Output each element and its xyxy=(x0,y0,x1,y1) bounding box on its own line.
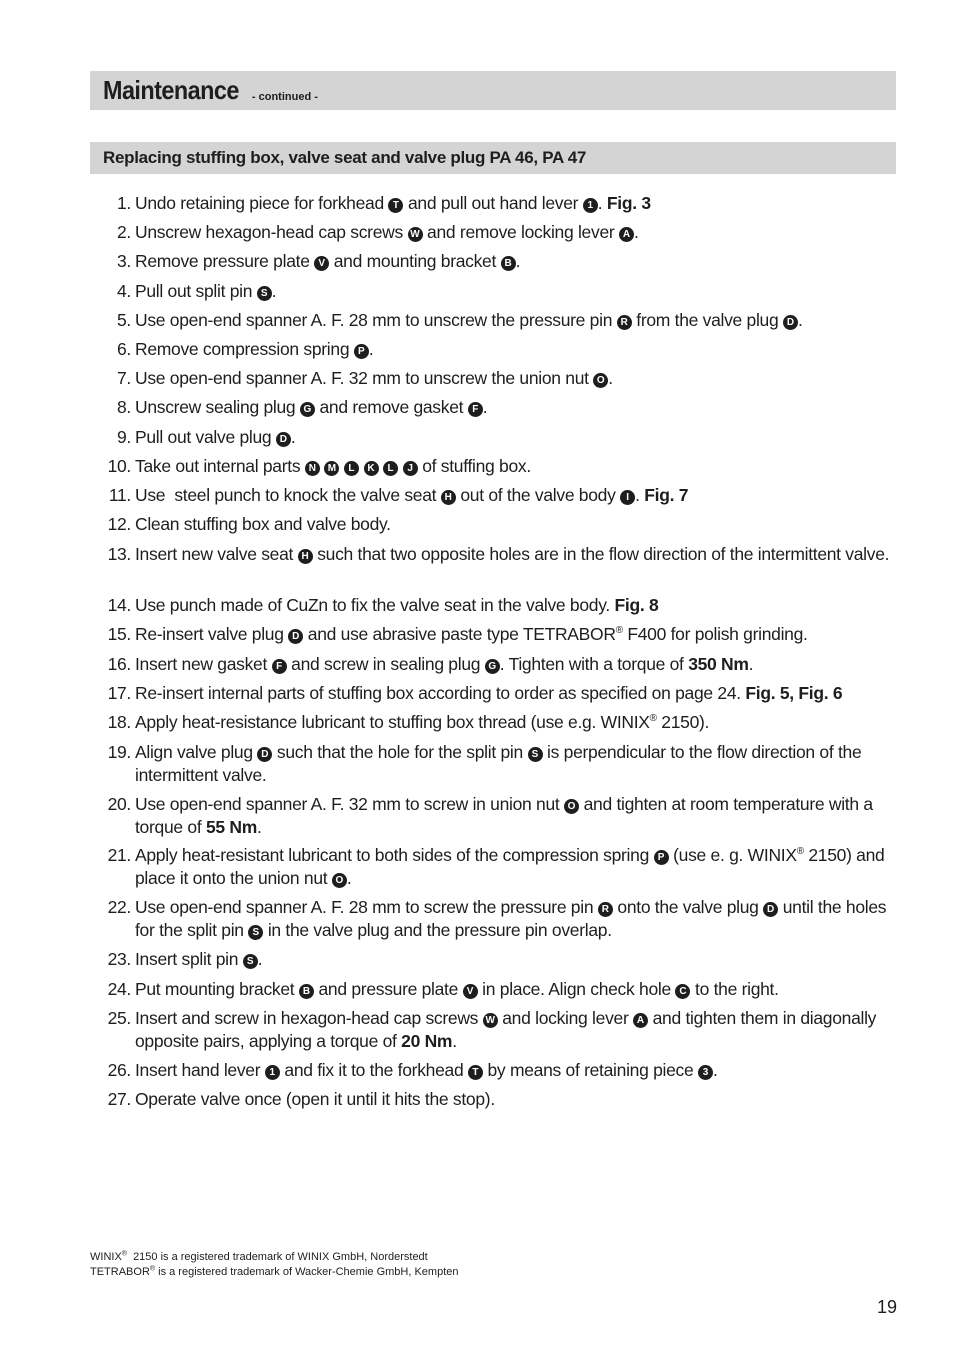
step-text-fragment: Apply heat-resistant lubricant to both sides of the compression spring xyxy=(135,845,654,865)
step-text-fragment: and use abrasive paste type TETRABOR xyxy=(303,624,616,644)
step-number: 18. xyxy=(107,712,131,732)
part-marker-icon: S xyxy=(528,747,543,762)
step-text-fragment: Insert and screw in hexagon-head cap screws xyxy=(135,1008,483,1028)
step-text-fragment: and pressure plate xyxy=(313,979,463,999)
registered-mark: ® xyxy=(615,625,623,637)
step-text-fragment: . xyxy=(633,222,639,242)
step-text xyxy=(135,484,895,507)
step-text-fragment: out of the valve body xyxy=(455,485,621,505)
step-text-fragment: Re-insert valve plug xyxy=(135,624,289,644)
step-text-fragment xyxy=(359,456,364,476)
step-text-fragment: . xyxy=(257,949,263,969)
part-marker-icon: N xyxy=(305,461,320,476)
part-marker-icon: K xyxy=(364,461,379,476)
step-text-fragment: such that two opposite holes are in the flow direction of the intermittent valve. xyxy=(312,544,890,564)
step-text-fragment: and tighten at room temperature with a torque of xyxy=(135,794,878,837)
step-text-fragment: Use punch made of CuZn to fix the valve seat in the valve body. xyxy=(135,595,615,615)
step-number: 2. xyxy=(117,222,131,242)
step-emphasis: 20 Nm xyxy=(401,1031,453,1051)
step-emphasis: Fig. 7 xyxy=(644,485,689,505)
step-number: 15. xyxy=(107,624,131,644)
part-marker-icon: O xyxy=(332,873,347,888)
step-text-fragment: . xyxy=(290,427,296,447)
step-number: 7. xyxy=(117,368,131,388)
page-number: 19 xyxy=(876,1297,897,1317)
step-text-fragment: Use open-end spanner A. F. 28 mm to screw the pressure pin xyxy=(135,897,598,917)
step-text-fragment: in place. Align check hole xyxy=(477,979,676,999)
step-text xyxy=(135,844,895,890)
step-emphasis: 350 Nm xyxy=(688,654,749,674)
step-number: 16. xyxy=(107,654,131,674)
step-text-fragment: of stuffing box. xyxy=(417,456,531,476)
step-number: 23. xyxy=(107,949,131,969)
part-marker-icon: R xyxy=(598,902,613,917)
step-number: 20. xyxy=(107,794,131,814)
step-text-fragment: 2150) and place it onto the union nut xyxy=(135,845,890,888)
step-text-fragment: . xyxy=(368,339,374,359)
part-marker-icon: 1 xyxy=(265,1065,280,1080)
step-text-fragment: Insert new gasket xyxy=(135,654,272,674)
step-number: 14. xyxy=(107,595,131,615)
step-text-fragment: . xyxy=(482,397,488,417)
step-text xyxy=(135,948,895,971)
part-marker-icon: O xyxy=(593,373,608,388)
part-marker-icon: D xyxy=(257,747,272,762)
part-marker-icon: T xyxy=(388,198,403,213)
part-marker-icon: V xyxy=(314,256,329,271)
step-text-fragment: . Tighten with a torque of xyxy=(499,654,689,674)
step-text-fragment: 2150). xyxy=(656,712,710,732)
step-text-fragment: from the valve plug xyxy=(631,310,783,330)
part-marker-icon: A xyxy=(633,1013,648,1028)
step-text-fragment: Use open-end spanner A. F. 32 mm to screw in union nut xyxy=(135,794,565,814)
step-text xyxy=(135,896,895,942)
part-marker-icon: I xyxy=(620,490,635,505)
step-text xyxy=(135,455,895,478)
step-text-fragment: and mounting bracket xyxy=(329,251,501,271)
step-number: 26. xyxy=(107,1060,131,1080)
part-marker-icon: F xyxy=(272,659,287,674)
step-text-fragment: . xyxy=(515,251,521,271)
step-text-fragment: . xyxy=(256,817,262,837)
part-marker-icon: R xyxy=(617,315,632,330)
part-marker-icon: D xyxy=(763,902,778,917)
step-number: 10. xyxy=(107,456,131,476)
step-number: 5. xyxy=(117,310,131,330)
step-text-fragment: . xyxy=(635,485,645,505)
part-marker-icon: S xyxy=(248,925,263,940)
step-text-fragment: . xyxy=(346,868,352,888)
step-text xyxy=(135,543,895,566)
step-text-fragment: Use open-end spanner A. F. 32 mm to unscrew the union nut xyxy=(135,368,594,388)
step-text-fragment: until the holes for the split pin xyxy=(135,897,891,940)
step-text-fragment: Pull out valve plug xyxy=(135,427,276,447)
step-emphasis: 55 Nm xyxy=(205,817,257,837)
part-marker-icon: J xyxy=(403,461,418,476)
part-marker-icon: A xyxy=(619,227,634,242)
step-text xyxy=(135,513,895,536)
step-text-fragment: Unscrew sealing plug xyxy=(135,397,300,417)
footnote-tetrabor: TETRABOR® is a registered trademark of Wacker-Chemie GmbH, Kempten xyxy=(90,1265,459,1278)
step-number: 8. xyxy=(117,397,131,417)
step-text-fragment: Re-insert internal parts of stuffing box according to order as specified on page 24. xyxy=(135,683,746,703)
step-text xyxy=(135,623,895,646)
step-text xyxy=(135,192,895,215)
step-text-fragment: . xyxy=(748,654,754,674)
part-marker-icon: B xyxy=(299,984,314,999)
step-number: 9. xyxy=(117,427,131,447)
step-text-fragment: (use e. g. WINIX xyxy=(668,845,797,865)
step-text xyxy=(135,367,895,390)
step-text xyxy=(135,653,895,676)
part-marker-icon: L xyxy=(344,461,359,476)
step-text-fragment: . xyxy=(797,310,803,330)
step-text xyxy=(135,1007,895,1053)
step-text-fragment: in the valve plug and the pressure pin overlap. xyxy=(263,920,612,940)
part-marker-icon: P xyxy=(654,850,669,865)
step-text-fragment: and fix it to the forkhead xyxy=(279,1060,468,1080)
step-number: 21. xyxy=(107,845,131,865)
step-text-fragment: such that the hole for the split pin xyxy=(272,742,528,762)
step-number: 19. xyxy=(107,742,131,762)
step-text xyxy=(135,221,895,244)
step-text-fragment: Remove pressure plate xyxy=(135,251,315,271)
step-text-fragment: . xyxy=(608,368,613,388)
part-marker-icon: D xyxy=(276,432,291,447)
step-text xyxy=(135,594,895,617)
part-marker-icon: B xyxy=(501,256,516,271)
step-text-fragment: . xyxy=(712,1060,718,1080)
step-text xyxy=(135,426,895,449)
part-marker-icon: 1 xyxy=(583,198,598,213)
step-emphasis: Fig. 3 xyxy=(606,193,651,213)
step-text xyxy=(135,1088,895,1111)
step-text-fragment: by means of retaining piece xyxy=(482,1060,698,1080)
step-number: 22. xyxy=(107,897,131,917)
step-text xyxy=(135,396,895,419)
step-number: 12. xyxy=(107,514,131,534)
step-text-fragment: Operate valve once (open it until it hits the stop). xyxy=(135,1089,495,1109)
step-text-fragment: Undo retaining piece for forkhead xyxy=(135,193,389,213)
step-text-fragment: and screw in sealing plug xyxy=(286,654,485,674)
part-marker-icon: S xyxy=(243,954,258,969)
step-text-fragment: to the right. xyxy=(690,979,779,999)
page-subtitle: - continued - xyxy=(251,90,318,103)
step-number: 13. xyxy=(107,544,131,564)
step-text-fragment: Put mounting bracket xyxy=(135,979,299,999)
step-text xyxy=(135,682,895,705)
registered-mark: ® xyxy=(796,846,804,858)
step-text-fragment: and remove locking lever xyxy=(422,222,619,242)
step-text-fragment: Clean stuffing box and valve body. xyxy=(135,514,391,534)
step-text-fragment: Align valve plug xyxy=(135,742,258,762)
step-text-fragment: . xyxy=(452,1031,457,1051)
step-text xyxy=(135,741,895,787)
step-emphasis: Fig. 8 xyxy=(614,595,659,615)
step-text-fragment: Use steel punch to knock the valve seat xyxy=(135,485,441,505)
step-number: 1. xyxy=(117,193,131,213)
step-text-fragment: and pull out hand lever xyxy=(403,193,583,213)
part-marker-icon: F xyxy=(468,402,483,417)
step-text-fragment: Insert split pin xyxy=(135,949,243,969)
step-text-fragment xyxy=(398,456,403,476)
step-number: 4. xyxy=(117,281,131,301)
step-number: 11. xyxy=(108,485,131,505)
step-text-fragment: . xyxy=(271,281,277,301)
part-marker-icon: P xyxy=(354,344,369,359)
step-text xyxy=(135,711,895,734)
step-text xyxy=(135,793,895,839)
footnotes xyxy=(90,1250,459,1280)
part-marker-icon: G xyxy=(300,402,315,417)
step-number: 3. xyxy=(117,251,131,271)
part-marker-icon: H xyxy=(441,490,456,505)
part-marker-icon: W xyxy=(483,1013,498,1028)
step-text xyxy=(135,309,895,332)
step-text-fragment: Unscrew hexagon-head cap screws xyxy=(135,222,408,242)
step-number: 27. xyxy=(107,1089,131,1109)
step-emphasis: Fig. 5, Fig. 6 xyxy=(745,683,843,703)
step-text xyxy=(135,250,895,273)
step-text-fragment: Insert hand lever xyxy=(135,1060,265,1080)
part-marker-icon: C xyxy=(675,984,690,999)
part-marker-icon: 3 xyxy=(698,1065,713,1080)
step-number: 24. xyxy=(107,979,131,999)
part-marker-icon: W xyxy=(408,227,423,242)
page-title: Maintenance xyxy=(103,75,239,105)
step-text-fragment: onto the valve plug xyxy=(612,897,764,917)
part-marker-icon: S xyxy=(257,286,272,301)
registered-mark: ® xyxy=(649,713,657,725)
step-text-fragment: Remove compression spring xyxy=(135,339,354,359)
step-text-fragment: Apply heat-resistance lubricant to stuffing box thread (use e.g. WINIX xyxy=(135,712,650,732)
part-marker-icon: L xyxy=(383,461,398,476)
part-marker-icon: T xyxy=(468,1065,483,1080)
step-text-fragment: Use open-end spanner A. F. 28 mm to unscrew the pressure pin xyxy=(135,310,617,330)
step-text-fragment: is perpendicular to the flow direction of the intermittent valve. xyxy=(135,742,866,785)
part-marker-icon: M xyxy=(324,461,339,476)
step-text-fragment: Pull out split pin xyxy=(135,281,257,301)
step-text-fragment: F400 for polish grinding. xyxy=(622,624,808,644)
step-text xyxy=(135,280,895,303)
part-marker-icon: D xyxy=(288,629,303,644)
step-number: 25. xyxy=(107,1008,131,1028)
step-number: 6. xyxy=(117,339,131,359)
step-text-fragment: Insert new valve seat xyxy=(135,544,298,564)
step-text-fragment: Take out internal parts xyxy=(135,456,305,476)
step-text xyxy=(135,978,895,1001)
step-number: 17. xyxy=(107,683,131,703)
footnote-winix: WINIX® 2150 is a registered trademark of WINIX GmbH, Norderstedt xyxy=(90,1250,428,1263)
part-marker-icon: H xyxy=(298,549,313,564)
step-text-fragment: and remove gasket xyxy=(314,397,468,417)
step-text xyxy=(135,338,895,361)
step-text xyxy=(135,1059,895,1082)
part-marker-icon: G xyxy=(485,659,500,674)
section-title: Replacing stuffing box, valve seat and valve plug PA 46, PA 47 xyxy=(103,148,587,167)
part-marker-icon: V xyxy=(463,984,478,999)
step-text-fragment: and locking lever xyxy=(497,1008,634,1028)
part-marker-icon: O xyxy=(564,799,579,814)
step-text-fragment: and tighten them in diagonally opposite pairs, applying a torque of xyxy=(135,1008,881,1051)
step-text-fragment: . xyxy=(597,193,607,213)
part-marker-icon: D xyxy=(783,315,798,330)
